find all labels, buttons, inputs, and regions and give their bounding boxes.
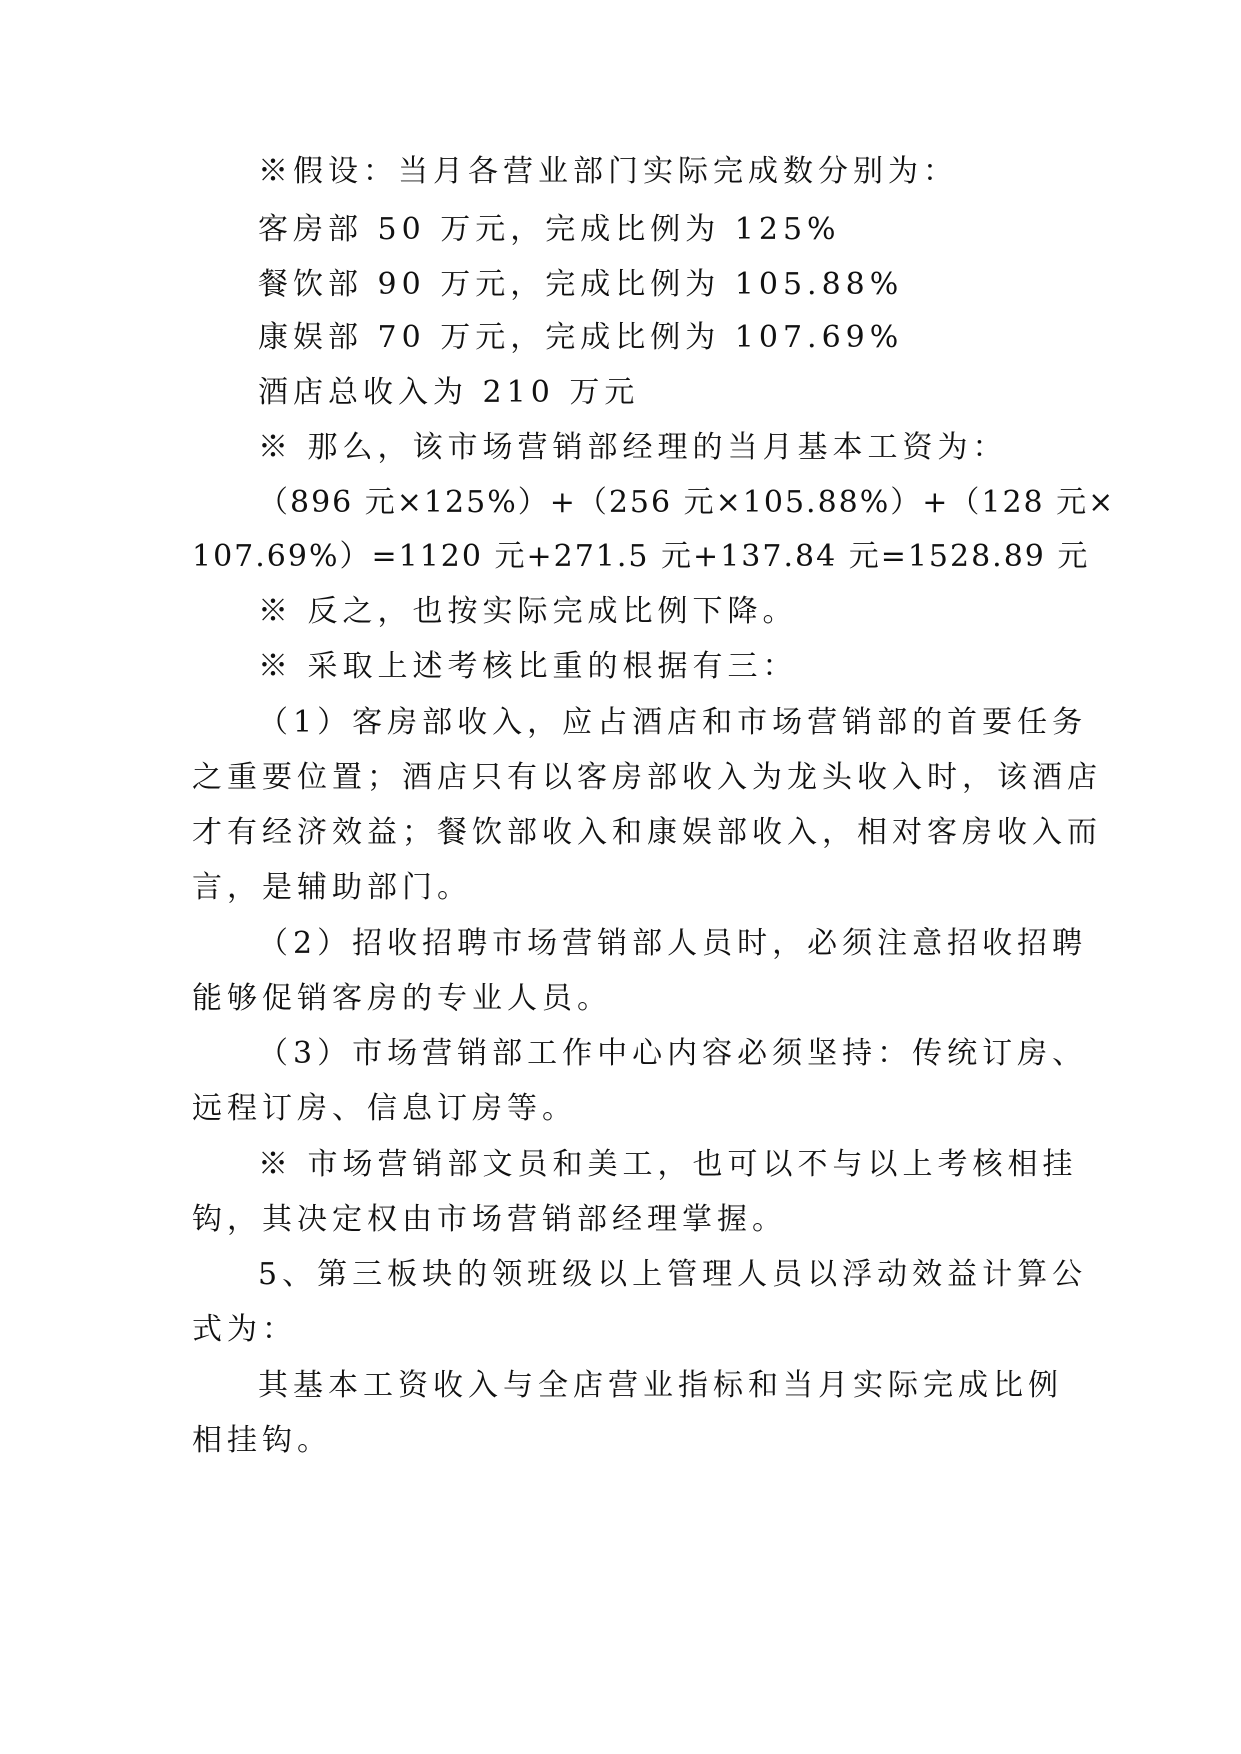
basis-item-1-line-2: 之重要位置；酒店只有以客房部收入为龙头收入时，该酒店 — [192, 760, 1102, 795]
basis-item-3-line-2: 远程订房、信息订房等。 — [192, 1091, 577, 1126]
paragraph-manager-salary: ※ 那么，该市场营销部经理的当月基本工资为： — [258, 430, 1008, 465]
basis-item-1-line-3: 才有经济效益；餐饮部收入和康娱部收入，相对客房收入而 — [192, 815, 1102, 850]
basis-item-3-line-1: （3）市场营销部工作中心内容必须坚持：传统订房、 — [258, 1036, 1088, 1071]
line-recreation-dept: 康娱部 70 万元，完成比例为 107.69% — [258, 320, 904, 355]
paragraph-basis: ※ 采取上述考核比重的根据有三： — [258, 649, 798, 684]
paragraph-conversely: ※ 反之，也按实际完成比例下降。 — [258, 594, 798, 629]
section-5-line-1: 5、第三板块的领班级以上管理人员以浮动效益计算公 — [258, 1257, 1088, 1292]
formula-line-2: 107.69%）=1120 元+271.5 元+137.84 元=1528.89 元 — [192, 539, 1090, 574]
paragraph-clerk-line-1: ※ 市场营销部文员和美工，也可以不与以上考核相挂 — [258, 1147, 1078, 1182]
basis-item-1-line-4: 言，是辅助部门。 — [192, 870, 472, 905]
line-rooms-dept: 客房部 50 万元，完成比例为 125% — [258, 212, 841, 247]
paragraph-assumption: ※假设：当月各营业部门实际完成数分别为： — [258, 154, 958, 189]
section-5-line-2: 式为： — [192, 1312, 297, 1347]
paragraph-clerk-line-2: 钩，其决定权由市场营销部经理掌握。 — [192, 1202, 787, 1237]
paragraph-basic-salary-line-1: 其基本工资收入与全店营业指标和当月实际完成比例 — [258, 1368, 1063, 1403]
line-catering-dept: 餐饮部 90 万元，完成比例为 105.88% — [258, 267, 904, 302]
basis-item-1-line-1: （1）客房部收入，应占酒店和市场营销部的首要任务 — [258, 705, 1088, 740]
basis-item-2-line-1: （2）招收招聘市场营销部人员时，必须注意招收招聘 — [258, 926, 1088, 961]
line-total-revenue: 酒店总收入为 210 万元 — [258, 375, 640, 410]
basis-item-2-line-2: 能够促销客房的专业人员。 — [192, 981, 612, 1016]
formula-line-1: （896 元×125%）+（256 元×105.88%）+（128 元× — [258, 485, 1116, 520]
paragraph-basic-salary-line-2: 相挂钩。 — [192, 1423, 332, 1458]
